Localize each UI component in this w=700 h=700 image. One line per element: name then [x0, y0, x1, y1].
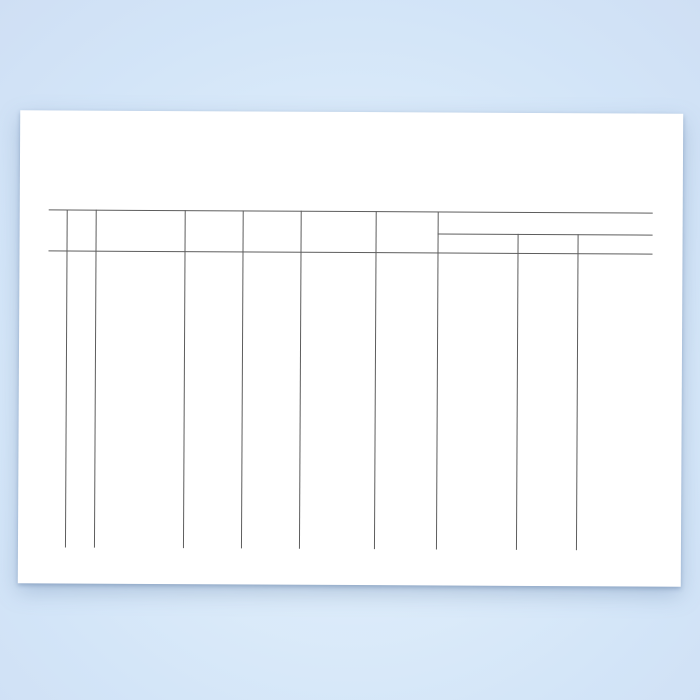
- note-line: [291, 136, 663, 138]
- header-number: [67, 210, 96, 251]
- col-divider: [183, 210, 186, 548]
- col-divider: [65, 210, 68, 548]
- col-divider: [436, 211, 439, 549]
- sub-col-divider: [576, 234, 579, 550]
- page-title: [49, 186, 653, 189]
- header-position: [518, 234, 578, 253]
- col-divider: [374, 211, 377, 549]
- col-divider: [299, 211, 302, 549]
- note-paragraph: [291, 136, 663, 138]
- note-line: [291, 136, 663, 138]
- col-divider: [241, 210, 244, 548]
- header-full-name: [438, 233, 518, 252]
- note-line: [291, 136, 663, 138]
- header-name-serial: [96, 210, 185, 251]
- document-page: [18, 110, 683, 586]
- header-working-voltage: [243, 210, 301, 251]
- registration-table: [47, 209, 653, 550]
- sub-col-divider: [516, 234, 519, 550]
- header-issue-date: [376, 211, 438, 252]
- header-inventory-number: [185, 210, 243, 251]
- header-order-number-date: [578, 234, 653, 253]
- header-section-purpose: [301, 211, 376, 252]
- header-responsible-group: [438, 211, 653, 234]
- col-divider: [94, 210, 97, 548]
